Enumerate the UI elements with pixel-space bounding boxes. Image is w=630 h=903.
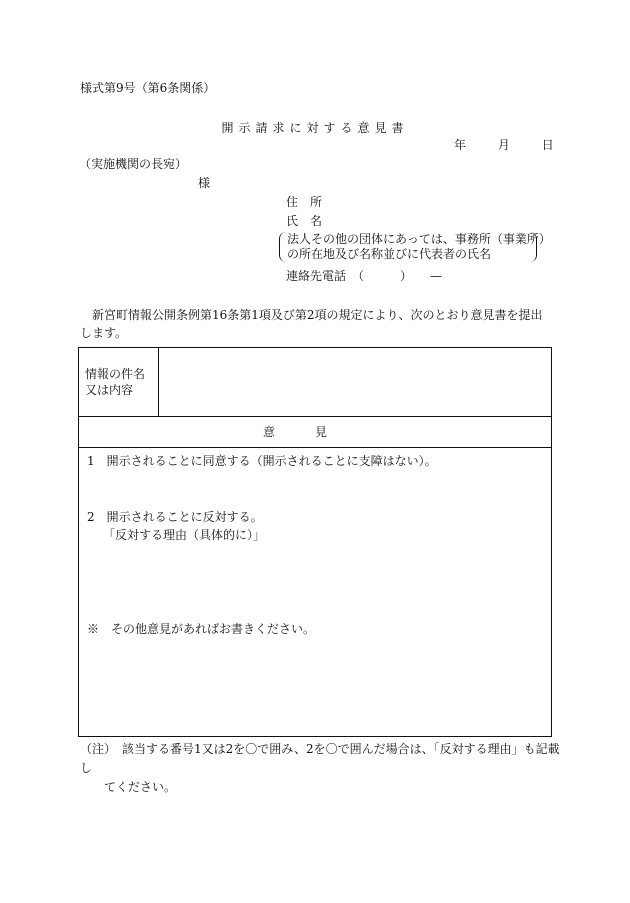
footnote xyxy=(80,740,560,797)
name-label: 氏 名 xyxy=(286,214,323,228)
info-input-cell[interactable] xyxy=(159,348,552,417)
honorific: 様 xyxy=(198,176,211,190)
address-label: 住 所 xyxy=(286,195,323,209)
corporate-note-line-2: の所在地及び名称並びに代表者の氏名 xyxy=(287,247,492,261)
contact-phone-label: 連絡先電話 （ ） — xyxy=(286,269,443,283)
date-month: 月 xyxy=(497,138,510,152)
corporate-note-line-1: 法人その他の団体にあっては、事務所（事業所） xyxy=(287,232,551,246)
opinion-header: 意見 xyxy=(262,424,367,439)
opinion-item-2: 2 開示されることに反対する。 xyxy=(87,510,263,524)
opinion-form-table xyxy=(78,347,552,737)
footnote-line-2: てください。 xyxy=(104,780,177,794)
info-label: 情報の件名又は内容 xyxy=(85,367,146,397)
form-number: 様式第9号（第6条関係） xyxy=(80,81,216,95)
opinion-item-1: 1 開示されることに同意する（開示されることに支障はない）。 xyxy=(87,454,437,468)
opinion-item-2-reason: 「反対する理由（具体的に）」 xyxy=(103,528,266,542)
date-day: 日 xyxy=(541,138,554,152)
footnote-line-1: （注） 該当する番号1又は2を〇で囲み、2を〇で囲んだ場合は、「反対する理由」も記載し xyxy=(80,742,560,775)
date-year: 年 xyxy=(454,138,467,152)
corporate-note-bracket xyxy=(279,232,551,262)
date-line xyxy=(454,137,554,154)
opinion-header-cell xyxy=(79,417,552,448)
intro-paragraph: 新宮町情報公開条例第16条第1項及び第2項の規定により、次のとおり意見書を提出します。 xyxy=(80,308,543,340)
opinion-body-cell[interactable] xyxy=(79,448,552,737)
opinion-other: ※ その他意見があればお書きください。 xyxy=(87,622,316,636)
info-label-cell xyxy=(79,348,159,417)
addressee: （実施機関の長宛） xyxy=(79,157,188,171)
document-title: 開示請求に対する意見書 xyxy=(221,121,409,135)
